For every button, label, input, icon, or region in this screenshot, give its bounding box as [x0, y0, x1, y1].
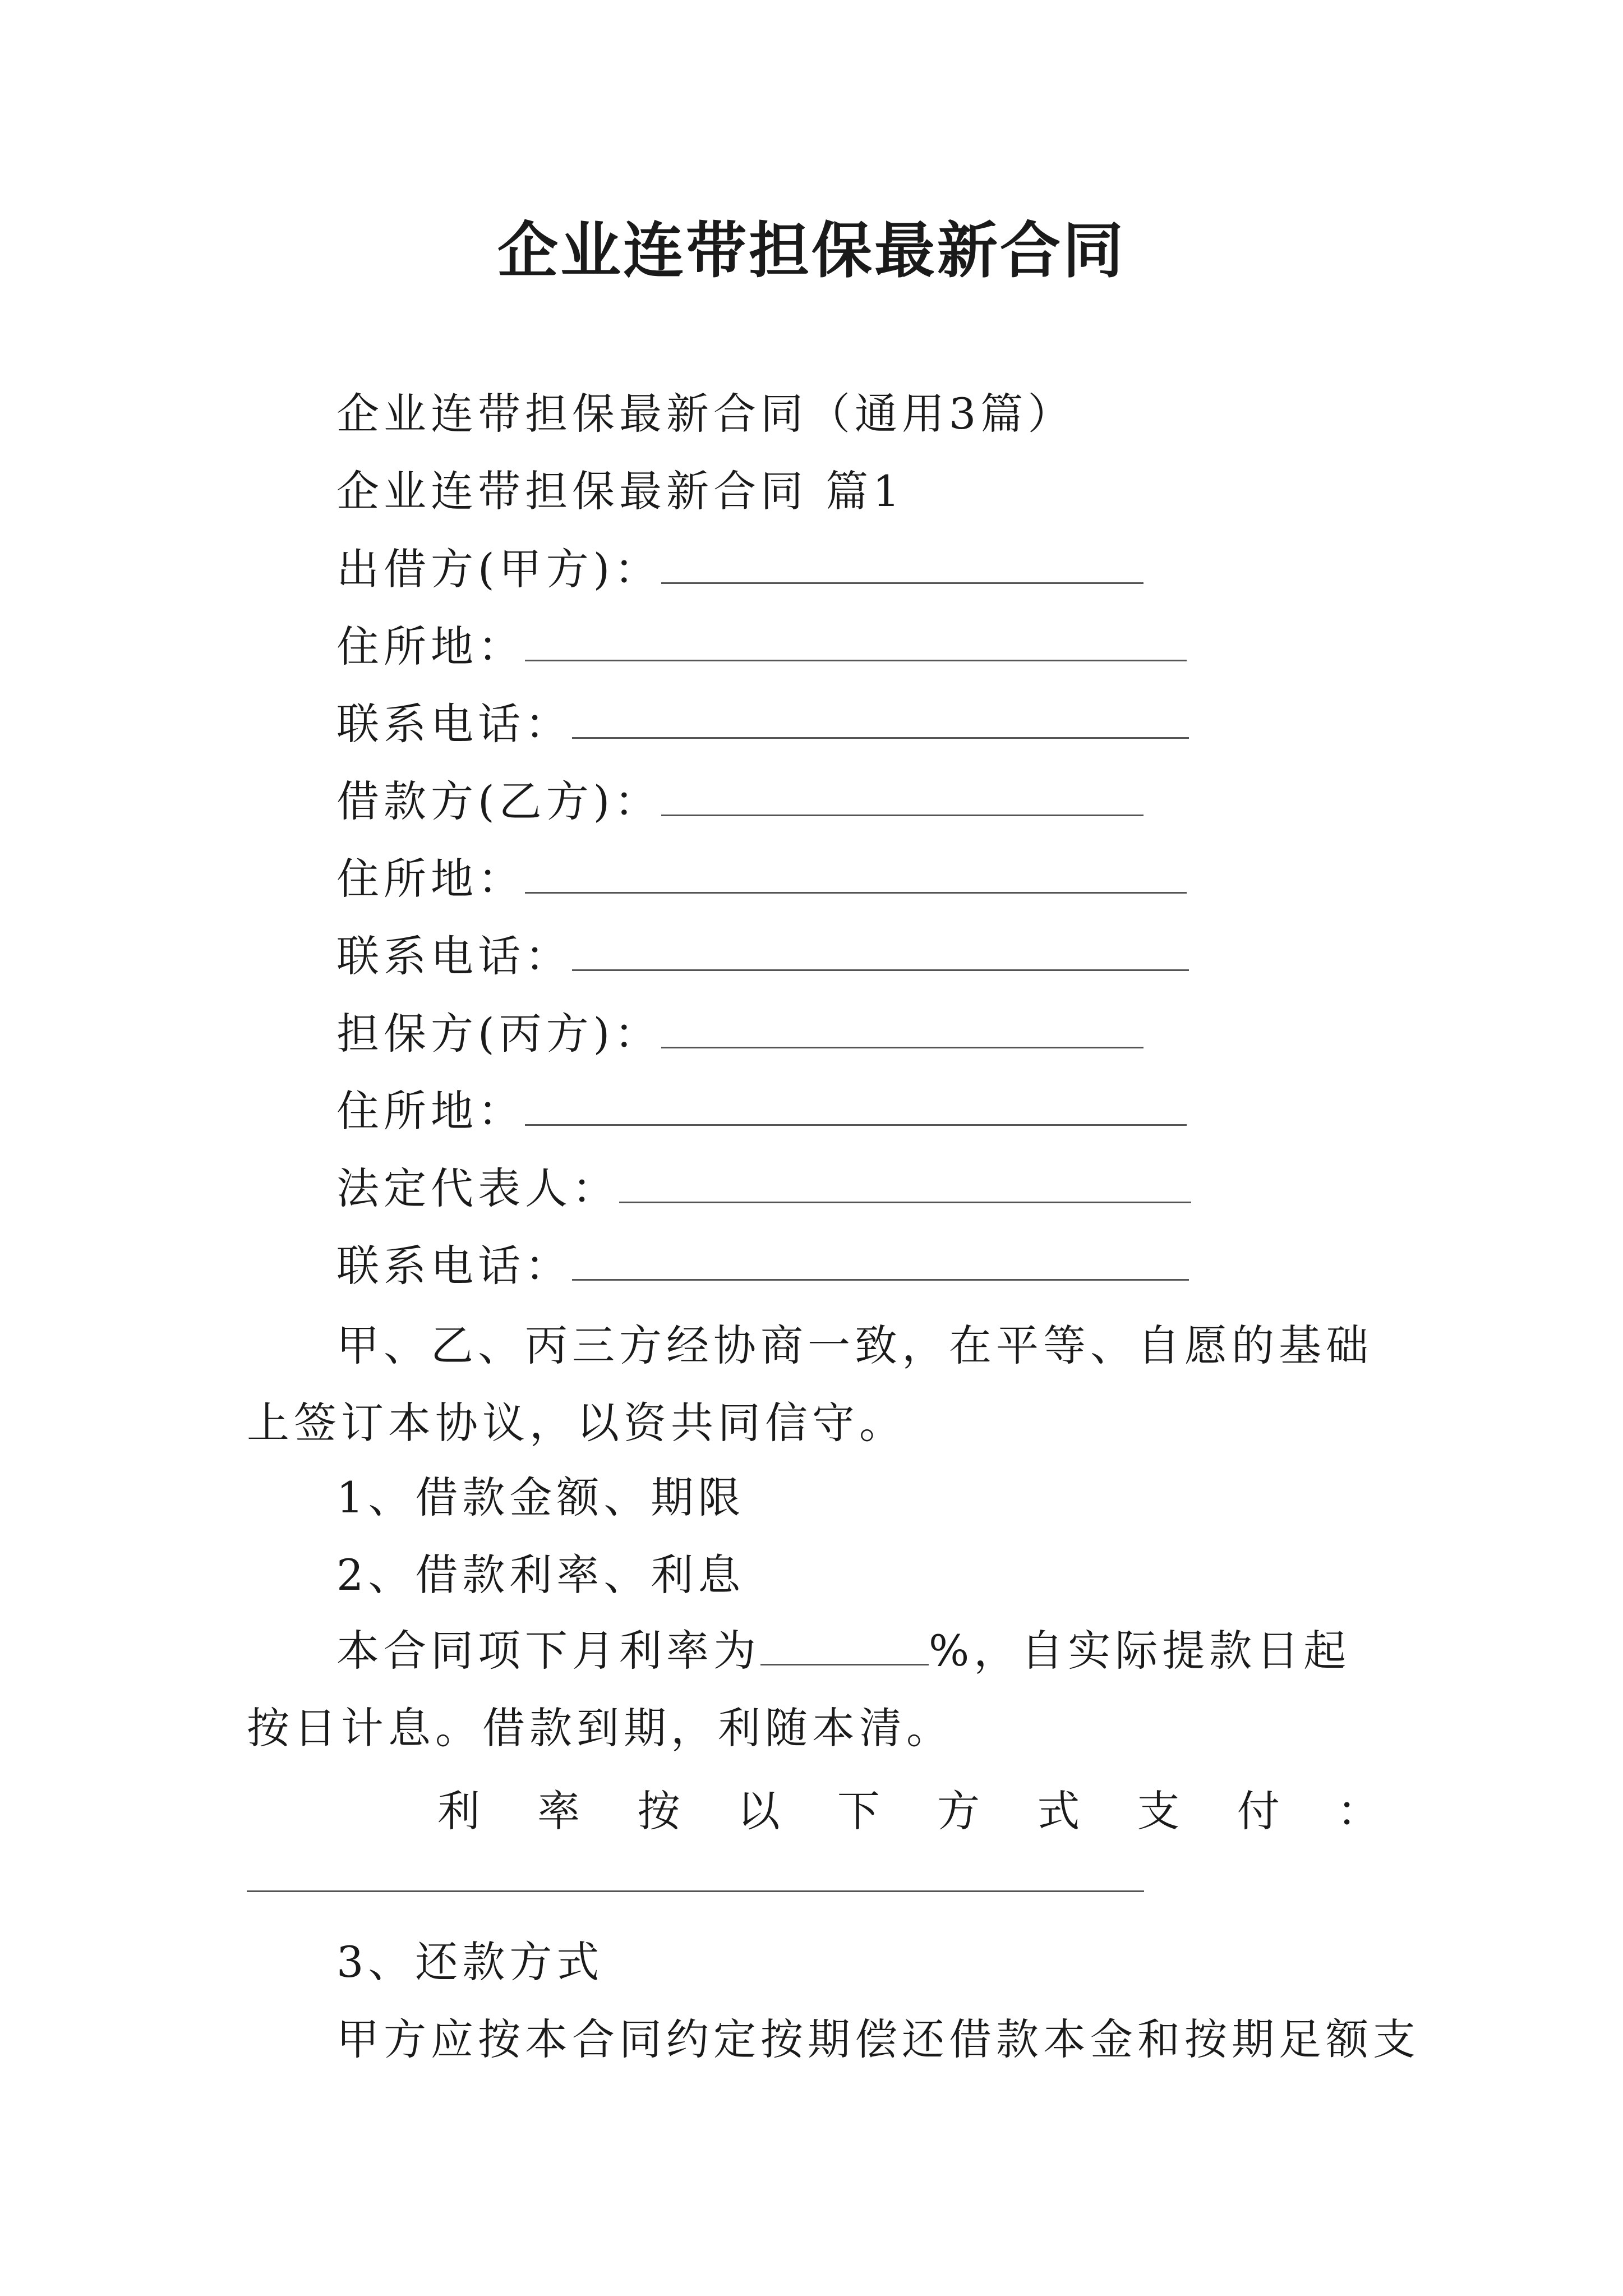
- field-lender-phone: [336, 699, 1189, 749]
- blank-line: [525, 1089, 1187, 1126]
- blank-line: [661, 1012, 1144, 1048]
- rate-paragraph: [247, 1612, 1391, 1767]
- field-guarantor-address: [336, 1086, 1187, 1136]
- pay-char: 率: [537, 1786, 580, 1836]
- field-legal-representative: [336, 1163, 1191, 1213]
- pay-char: 式: [1037, 1786, 1080, 1836]
- pay-char: 付: [1237, 1786, 1280, 1836]
- item-loan-rate: 2、借款利率、利息: [336, 1550, 745, 1600]
- field-label: 住所地：: [336, 854, 525, 904]
- pay-char: 下: [837, 1786, 880, 1836]
- rate-blank: [760, 1629, 929, 1665]
- blank-line: [525, 625, 1187, 661]
- item-repayment: 3、还款方式: [336, 1937, 604, 1987]
- field-label: 住所地：: [336, 1086, 525, 1136]
- section-title: 企业连带担保最新合同 篇1: [336, 466, 905, 516]
- field-label: 担保方(丙方)：: [336, 1009, 662, 1059]
- repayment-text: 甲方应按本合同约定按期偿还借款本金和按期足额支: [336, 2014, 1420, 2064]
- subtitle: 企业连带担保最新合同（通用3篇）: [336, 389, 1075, 439]
- field-guarantor-phone: [336, 1241, 1189, 1291]
- blank-line: [661, 547, 1144, 584]
- field-borrower-address: [336, 854, 1187, 904]
- document-title: 企业连带担保最新合同: [497, 215, 1126, 286]
- blank-line: [661, 780, 1144, 816]
- field-guarantor: [336, 1009, 1144, 1059]
- payment-method-blank: [247, 1890, 1144, 1892]
- field-borrower-phone: [336, 931, 1189, 981]
- pay-char: 利: [437, 1786, 480, 1836]
- field-label: 法定代表人：: [336, 1163, 619, 1213]
- field-label: 联系电话：: [336, 931, 572, 981]
- field-label: 出借方(甲方)：: [336, 544, 662, 594]
- payment-method-line: [437, 1777, 1380, 1838]
- rate-text-after: %，自实际提款日起按日计息。借款到期，利随本清。: [247, 1626, 1351, 1753]
- pay-char: 方: [937, 1786, 980, 1836]
- intro-paragraph: 甲、乙、丙三方经协商一致，在平等、自愿的基础上签订本协议，以资共同信守。: [247, 1320, 1373, 1448]
- blank-line: [572, 1244, 1189, 1281]
- pay-char: 以: [737, 1786, 780, 1836]
- field-label: 借款方(乙方)：: [336, 776, 662, 826]
- field-lender: [336, 544, 1144, 594]
- blank-line: [572, 935, 1189, 971]
- pay-char: 支: [1137, 1786, 1180, 1836]
- field-label: 联系电话：: [336, 699, 572, 749]
- blank-line: [619, 1167, 1191, 1203]
- field-borrower: [336, 776, 1144, 826]
- rate-text-before: 本合同项下月利率为: [336, 1626, 760, 1676]
- field-lender-address: [336, 622, 1187, 671]
- pay-char: 按: [637, 1786, 680, 1836]
- blank-line: [572, 702, 1189, 739]
- pay-char: ：: [1336, 1786, 1380, 1836]
- field-label: 联系电话：: [336, 1241, 572, 1291]
- blank-line: [525, 857, 1187, 894]
- field-label: 住所地：: [336, 622, 525, 671]
- item-loan-amount: 1、借款金额、期限: [336, 1473, 745, 1522]
